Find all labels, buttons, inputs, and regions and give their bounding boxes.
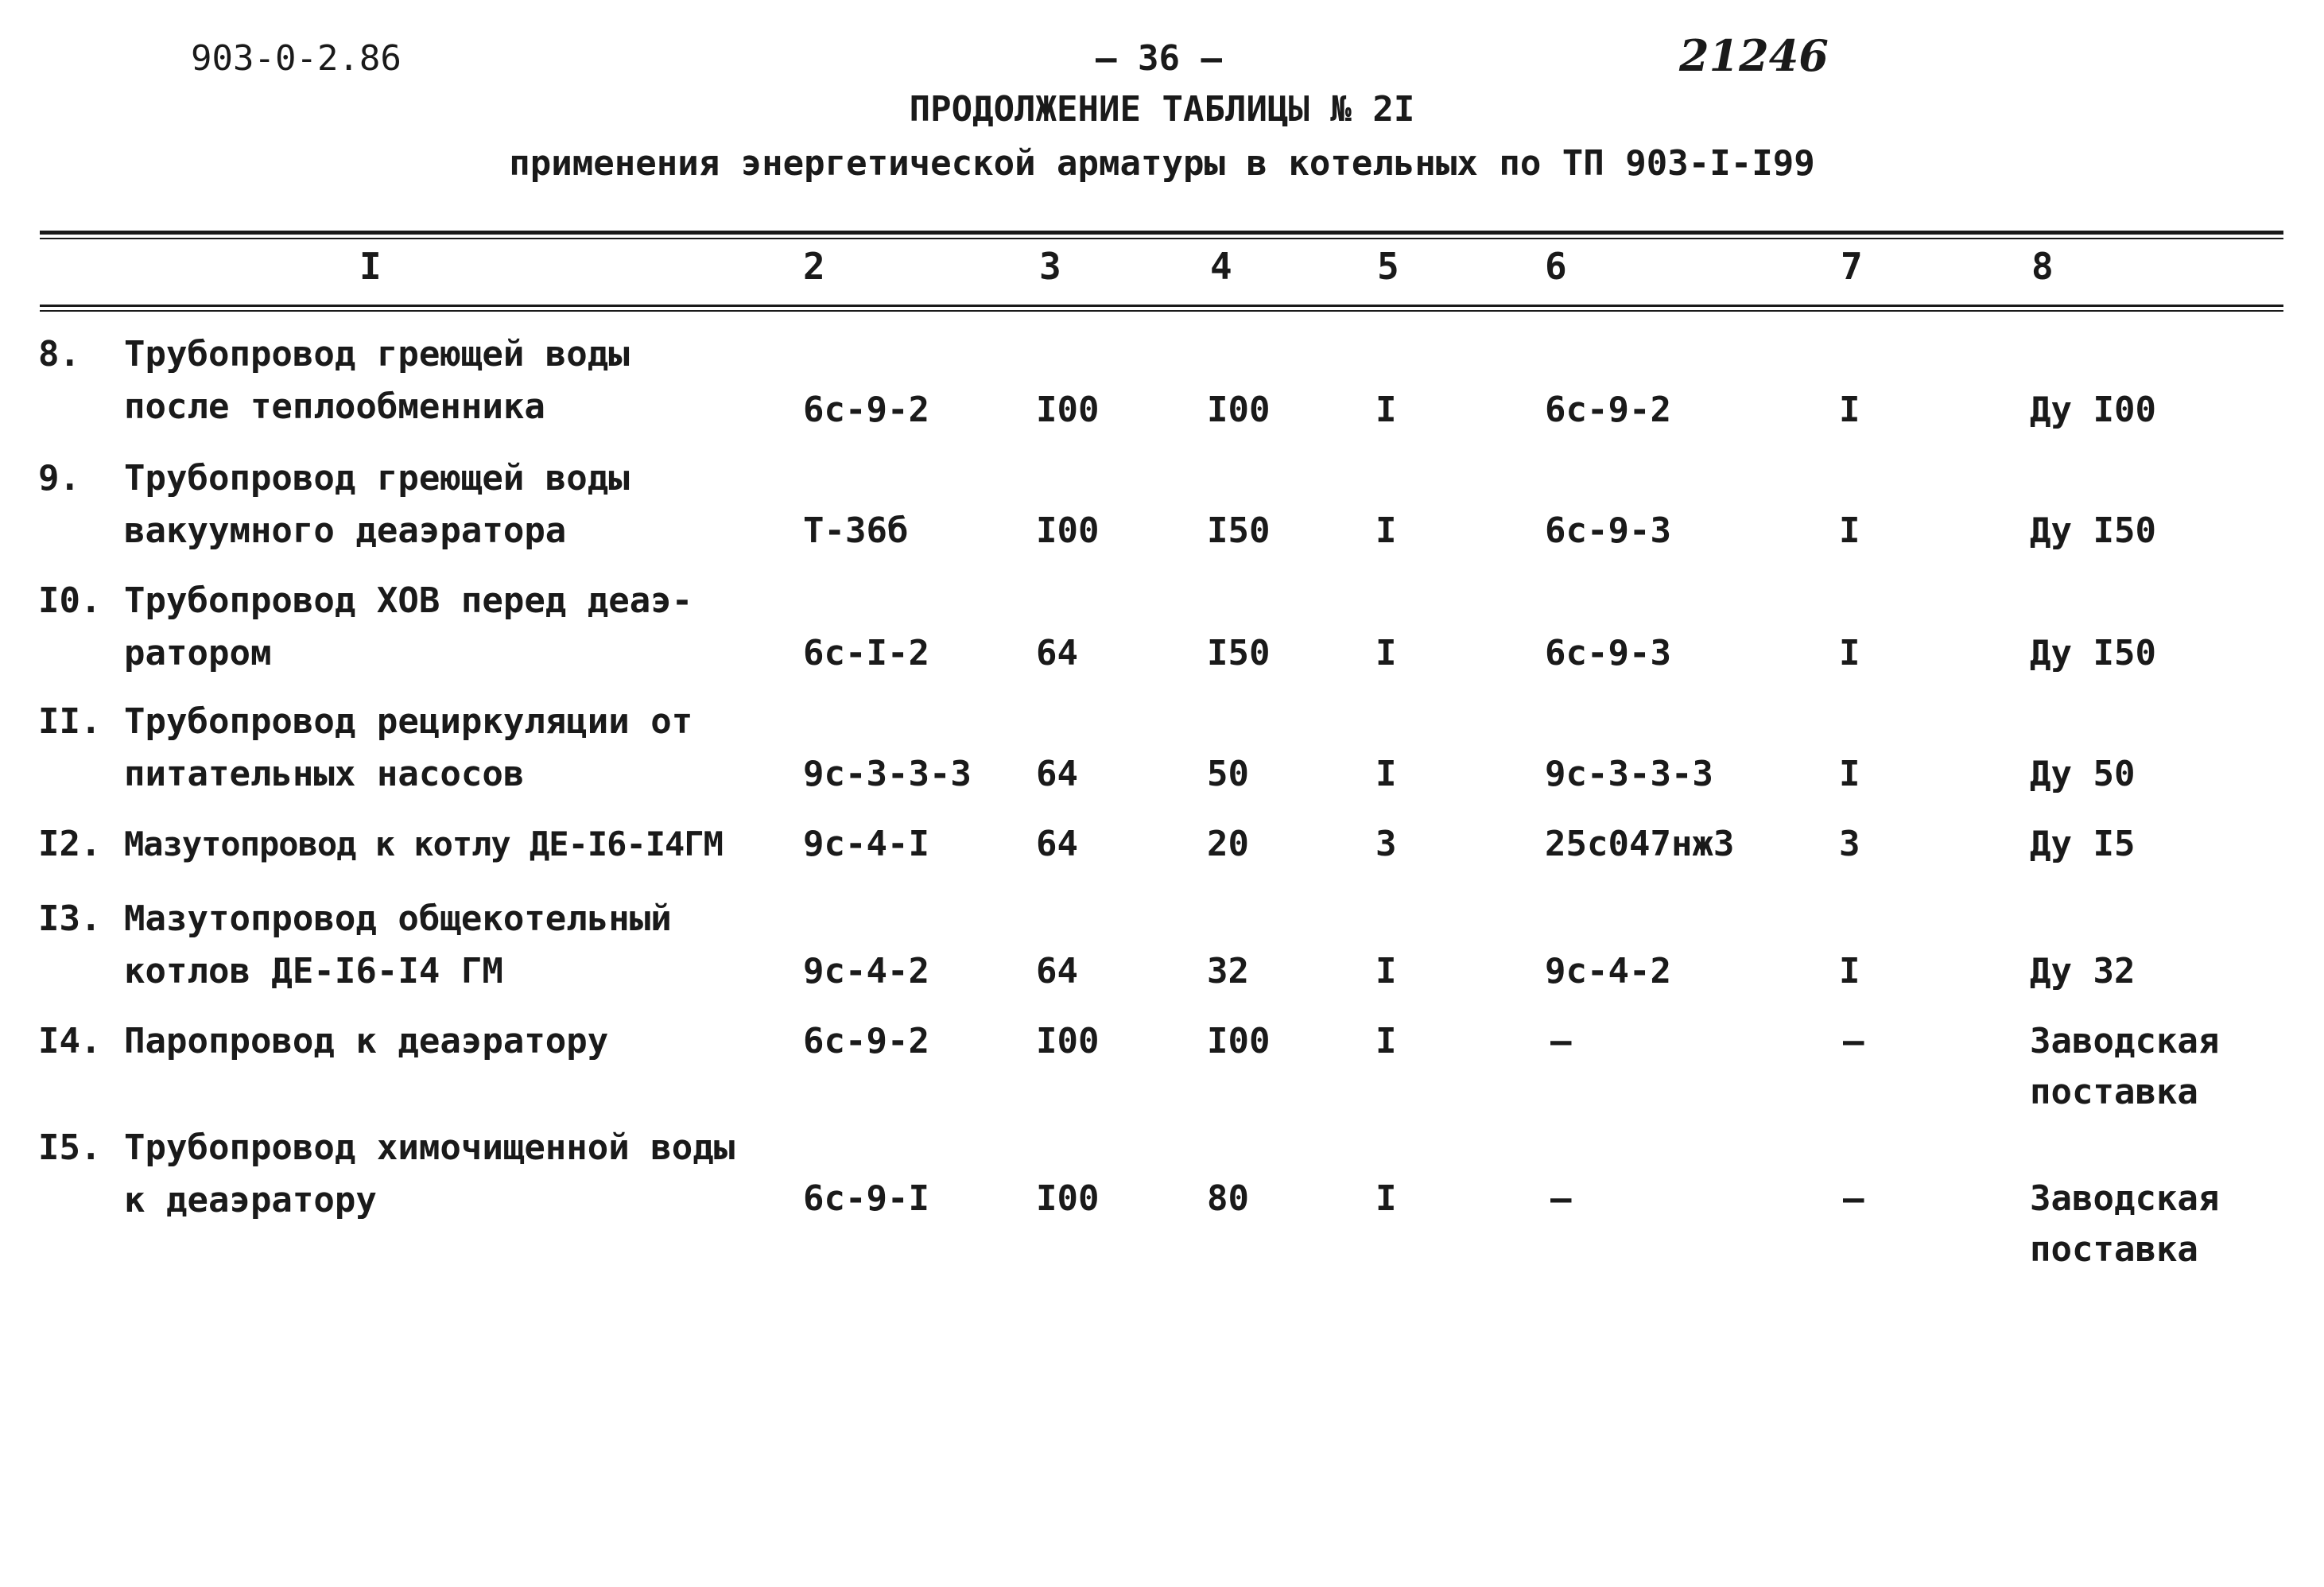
- row-description-line1: Трубопровод ХОВ перед деаэ-: [124, 580, 693, 621]
- cell-col2: 9с-3-3-3: [803, 754, 972, 794]
- column-header-3: 3: [1039, 245, 1061, 288]
- row-description-line1: Мазутопровод общекотельный: [124, 898, 672, 939]
- row-description-line2: котлов ДЕ-I6-I4 ГМ: [124, 951, 503, 991]
- cell-col7: 3: [1839, 824, 1860, 864]
- table-top-rule: [40, 231, 2283, 235]
- page-number: – 36 –: [1096, 38, 1222, 79]
- cell-col8: Ду I50: [2030, 510, 2156, 551]
- cell-col6: 9с-3-3-3: [1545, 754, 1713, 794]
- cell-col8-line2: поставка: [2030, 1072, 2198, 1112]
- cell-col8: Ду 50: [2030, 754, 2136, 794]
- cell-col5: I: [1375, 510, 1397, 551]
- row-description-line1: Трубопровод химочищенной воды: [124, 1127, 735, 1168]
- cell-col7: I: [1839, 754, 1860, 794]
- cell-col4: 32: [1207, 951, 1249, 991]
- cell-col6: 9с-4-2: [1545, 951, 1671, 991]
- cell-col7: I: [1839, 510, 1860, 551]
- cell-col2: Т-36б: [803, 510, 909, 551]
- row-number: I3.: [38, 898, 102, 939]
- cell-col3: 64: [1036, 951, 1078, 991]
- cell-col7: I: [1839, 390, 1860, 430]
- cell-col5: I: [1375, 1021, 1397, 1061]
- cell-col3: 64: [1036, 633, 1078, 673]
- row-number: 9.: [38, 458, 80, 499]
- row-description-line2: ратором: [124, 633, 272, 673]
- cell-col6: 6с-9-2: [1545, 390, 1671, 430]
- cell-col3: I00: [1036, 390, 1100, 430]
- column-header-1: I: [359, 245, 382, 288]
- cell-col4: 20: [1207, 824, 1249, 864]
- row-number: I0.: [38, 580, 102, 621]
- row-description-line1: Трубопровод греющей воды: [124, 334, 630, 374]
- table-title: ПРОДОЛЖЕНИЕ ТАБЛИЦЫ № 2I: [909, 89, 1415, 130]
- cell-col5: 3: [1375, 824, 1397, 864]
- row-description-line1: Трубопровод рециркуляции от: [124, 701, 693, 742]
- cell-col3: I00: [1036, 510, 1100, 551]
- cell-col3: I00: [1036, 1021, 1100, 1061]
- column-header-6: 6: [1545, 245, 1567, 288]
- cell-col8-line2: поставка: [2030, 1229, 2198, 1270]
- cell-col5: I: [1375, 951, 1397, 991]
- cell-col4: I00: [1207, 1021, 1271, 1061]
- row-number: I2.: [38, 824, 102, 864]
- table-header-bottom-rule-thin: [40, 310, 2283, 312]
- cell-col8: Ду I50: [2030, 633, 2156, 673]
- column-header-8: 8: [2031, 245, 2054, 288]
- row-number: I5.: [38, 1127, 102, 1168]
- cell-col2: 6с-I-2: [803, 633, 929, 673]
- column-header-4: 4: [1210, 245, 1232, 288]
- cell-col3: I00: [1036, 1178, 1100, 1219]
- cell-col5: I: [1375, 1178, 1397, 1219]
- cell-col7: –: [1843, 1178, 1864, 1219]
- cell-col2: 6с-9-2: [803, 1021, 929, 1061]
- cell-col8: Ду 32: [2030, 951, 2136, 991]
- cell-col2: 9с-4-2: [803, 951, 929, 991]
- row-description-line1: Трубопровод греющей воды: [124, 458, 630, 499]
- doc-code: 903-0-2.86: [191, 38, 402, 79]
- stamp-number: 21246: [1679, 30, 1829, 81]
- cell-col2: 6с-9-I: [803, 1178, 929, 1219]
- row-number: II.: [38, 701, 102, 742]
- row-description-line2: после теплообменника: [124, 386, 545, 427]
- table-header-bottom-rule: [40, 305, 2283, 307]
- cell-col7: I: [1839, 633, 1860, 673]
- row-description-line1: Паропровод к деаэратору: [124, 1021, 609, 1061]
- row-description-line1: Мазутопровод к котлу ДЕ-I6-I4ГМ: [124, 825, 723, 863]
- row-description-line2: вакуумного деаэратора: [124, 510, 567, 551]
- cell-col5: I: [1375, 390, 1397, 430]
- cell-col8-line1: Заводская: [2030, 1178, 2220, 1219]
- column-header-5: 5: [1377, 245, 1399, 288]
- column-header-7: 7: [1841, 245, 1863, 288]
- cell-col2: 9с-4-I: [803, 824, 929, 864]
- column-header-2: 2: [803, 245, 825, 288]
- cell-col7: I: [1839, 951, 1860, 991]
- cell-col4: 80: [1207, 1178, 1249, 1219]
- table-top-rule-thin: [40, 238, 2283, 239]
- cell-col4: I00: [1207, 390, 1271, 430]
- cell-col8-line1: Заводская: [2030, 1021, 2220, 1061]
- cell-col3: 64: [1036, 754, 1078, 794]
- cell-col4: I50: [1207, 510, 1271, 551]
- row-description-line2: к деаэратору: [124, 1180, 377, 1220]
- cell-col6: 6с-9-3: [1545, 633, 1671, 673]
- cell-col7: –: [1843, 1021, 1864, 1061]
- row-number: I4.: [38, 1021, 102, 1061]
- cell-col8: Ду I5: [2030, 824, 2136, 864]
- cell-col6: 6с-9-3: [1545, 510, 1671, 551]
- cell-col8: Ду I00: [2030, 390, 2156, 430]
- cell-col2: 6с-9-2: [803, 390, 929, 430]
- table-subtitle: применения энергетической арматуры в котельных по ТП 903-I-I99: [509, 143, 1815, 184]
- row-number: 8.: [38, 334, 80, 374]
- cell-col6: 25с047нж3: [1545, 824, 1735, 864]
- cell-col5: I: [1375, 633, 1397, 673]
- cell-col4: 50: [1207, 754, 1249, 794]
- row-description-line2: питательных насосов: [124, 754, 525, 794]
- cell-col4: I50: [1207, 633, 1271, 673]
- cell-col5: I: [1375, 754, 1397, 794]
- cell-col3: 64: [1036, 824, 1078, 864]
- cell-col6: –: [1550, 1021, 1572, 1061]
- cell-col6: –: [1550, 1178, 1572, 1219]
